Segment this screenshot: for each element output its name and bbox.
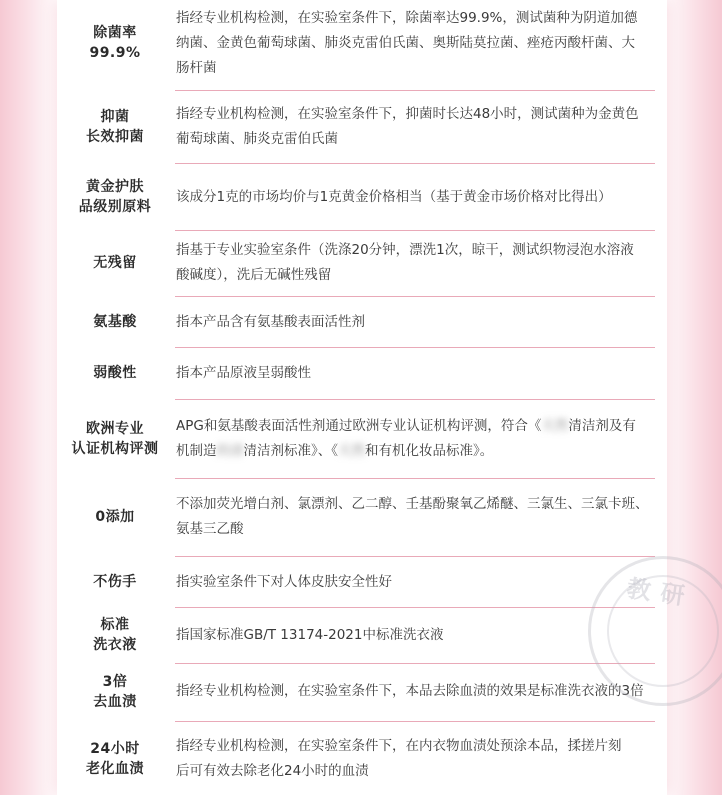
row-antibacterial	[57, 91, 667, 163]
row-description: 指经专业机构检测，在实验室条件下，本品去除血渍的效果是标准洗衣液的3倍	[176, 683, 644, 699]
row-description: 指实验室条件下对人体皮肤安全性好	[176, 573, 392, 590]
row-label: 除菌率 99.9%	[89, 25, 141, 61]
blurred-text: 天然	[338, 443, 365, 459]
row-gold-grade	[57, 164, 667, 230]
row-weak-acid	[57, 348, 667, 398]
row-standard-detergent	[57, 608, 667, 662]
row-sterilization-rate	[57, 0, 667, 86]
row-description: 指本产品含有氨基酸表面活性剂	[176, 313, 365, 330]
row-label: 欧洲专业 认证机构评测	[71, 421, 159, 457]
row-aged-blood-stain	[57, 722, 667, 795]
row-label: 氨基酸	[93, 314, 137, 330]
row-label: 弱酸性	[93, 365, 137, 381]
comparison-panel	[57, 0, 667, 795]
row-label: 24小时 老化血渍	[86, 740, 144, 777]
row-description: 指国家标准GB/T 13174-2021中标准洗衣液	[176, 626, 444, 643]
row-label: 不伤手	[93, 574, 137, 590]
row-description: 不添加荧光增白剂、氯漂剂、乙二醇、壬基酚聚氧乙烯醚、三氯生、三氯卡班、 氨基三乙酸	[176, 496, 649, 537]
blurred-text: 天然	[541, 418, 569, 434]
row-zero-additives	[57, 479, 667, 555]
row-description: 指本产品原液呈弱酸性	[176, 364, 311, 381]
row-label: 0添加	[95, 509, 135, 525]
row-blood-stain-3x	[57, 664, 667, 719]
row-description: 指基于专业实验室条件（洗涤20分钟，漂洗1次，晾干，测试织物浸泡水溶液 酸碱度），洗后无碱性残留	[176, 242, 634, 283]
row-label: 3倍 去血渍	[93, 673, 137, 710]
row-label: 抑菌 长效抑菌	[86, 109, 144, 145]
row-description: 指经专业机构检测，在实验室条件下，抑菌时长达48小时，测试菌种为金黄色 葡萄球菌、肺炎克雷伯氏菌	[176, 106, 639, 147]
row-label: 黄金护肤 品级别原料	[78, 179, 152, 215]
watermark-text: 教研	[625, 574, 697, 612]
row-eu-certification	[57, 400, 667, 478]
row-description: APG和氨基酸表面活性剂通过欧洲专业认证机构评测，符合《天然清洁剂及有 机制造的清清洁剂标准》、《天然和有机化妆品标准》。	[173, 414, 660, 464]
blurred-text: 的清	[216, 443, 244, 459]
row-description: 指经专业机构检测，在实验室条件下，在内衣物血渍处预涂本品，揉搓片刻 后可有效去除老化24小时的血渍	[176, 737, 622, 779]
row-label: 标准 洗衣液	[93, 617, 137, 653]
row-label: 无残留	[93, 255, 137, 271]
row-hand-safe	[57, 557, 667, 607]
row-amino-acid	[57, 297, 667, 347]
row-description: 该成分1克的市场均价与1克黄金价格相当（基于黄金市场价格对比得出）	[176, 188, 612, 205]
row-description: 指经专业机构检测，在实验室条件下，除菌率达99.9%，测试菌种为阴道加德 纳菌、金黄色葡萄球菌、肺炎克雷伯氏菌、奥斯陆莫拉菌、痤疮丙酸杆菌、大 肠杆菌	[176, 9, 638, 76]
row-no-residue	[57, 231, 667, 295]
